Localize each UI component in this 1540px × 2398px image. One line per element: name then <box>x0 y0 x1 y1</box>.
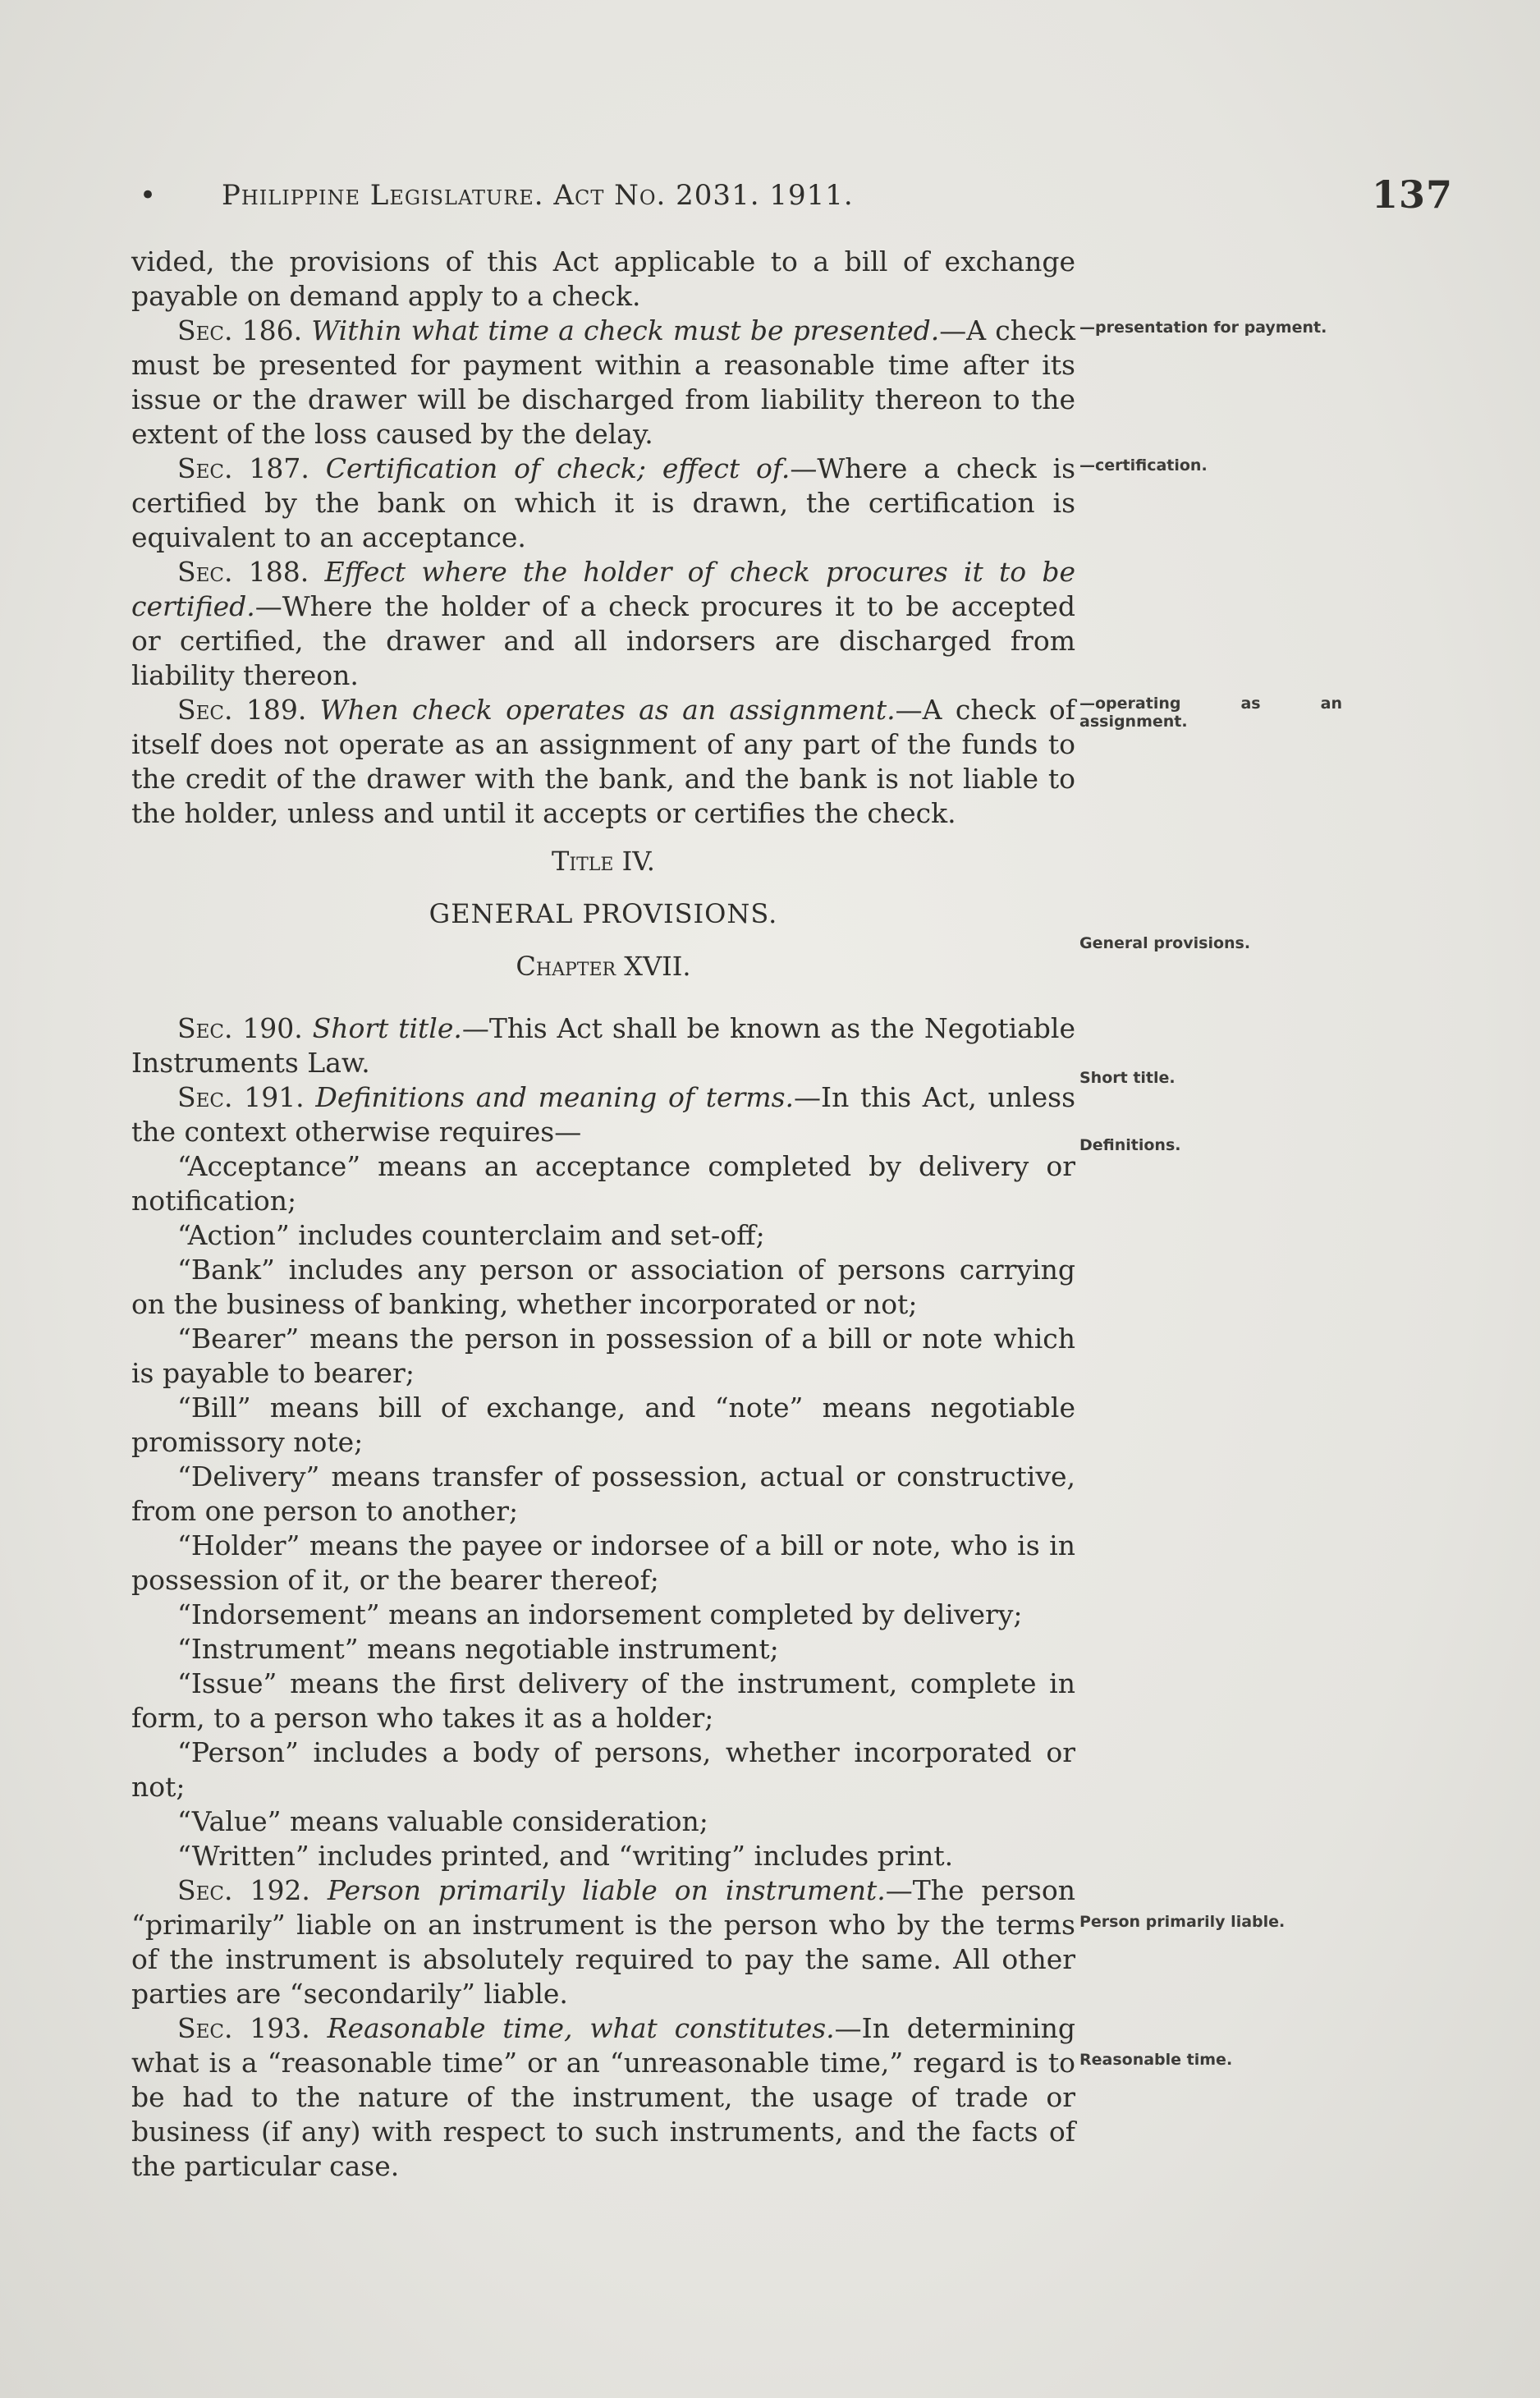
running-head <box>140 172 1453 222</box>
section-188 <box>131 555 1075 693</box>
title-heading: Title IV. <box>552 846 655 877</box>
definition-bank: “Bank” includes any person or association of persons carrying on the business of banking, whether incorporated or not; <box>131 1254 1075 1320</box>
running-head-title: Philippine Legislature. Act No. 2031. 1911. <box>222 179 854 212</box>
section-heading: Short title. <box>312 1012 462 1044</box>
section-heading: Definitions and meaning of terms. <box>315 1081 795 1113</box>
section-text: —Where the holder of a check procures it to be accepted or certified, the drawer and all indorsers are discharged from liability thereon. <box>131 590 1075 691</box>
section-text: —This Act shall be known as the Negotiable Instruments Law. <box>131 1012 1076 1079</box>
definition-acceptance: “Acceptance” means an acceptance completed by delivery or notification; <box>131 1150 1075 1217</box>
margin-note-certification: —certification. <box>1079 456 1208 475</box>
definition-issue: “Issue” means the first delivery of the instrument, complete in form, to a person who takes it as a holder; <box>131 1667 1075 1734</box>
section-186 <box>131 314 1075 452</box>
section-192 <box>131 1873 1075 2011</box>
definition-holder: “Holder” means the payee or indorsee of a bill or note, who is in possession of it, or the bearer thereof; <box>131 1529 1075 1596</box>
section-text: —In this Act, unless the context otherwise requires— <box>131 1081 1076 1148</box>
chapter-heading: Chapter XVII. <box>516 951 691 982</box>
definition-value: “Value” means valuable consideration; <box>177 1805 708 1837</box>
paragraph-text: vided, the provisions of this Act applicable to a bill of exchange payable on demand apply to a check. <box>131 245 1075 312</box>
section-number: Sec. 191. <box>177 1081 305 1113</box>
section-193 <box>131 2011 1075 2184</box>
definition-person: “Person” includes a body of persons, whether incorporated or not; <box>131 1736 1075 1803</box>
margin-note-person-primarily-liable: Person primarily liable. <box>1079 1913 1286 1931</box>
margin-note-definitions: Definitions. <box>1079 1136 1181 1154</box>
section-number: Sec. 187. <box>177 452 309 484</box>
section-heading: Effect where the holder of check procures it to be certified. <box>131 556 1075 622</box>
definition-written: “Written” includes printed, and “writing” includes print. <box>177 1840 954 1872</box>
section-text: —The person “primarily” liable on an instrument is the person who by the terms of the instrument is absolutely required to pay the same. All other parties are “secondarily” liable. <box>131 1874 1075 2010</box>
section-number: Sec. 193. <box>177 2012 310 2044</box>
general-provisions-heading: GENERAL PROVISIONS. <box>429 898 778 929</box>
definition-bill: “Bill” means bill of exchange, and “note” means negotiable promissory note; <box>131 1392 1075 1458</box>
margin-note-short-title: Short title. <box>1079 1069 1176 1087</box>
section-189 <box>131 693 1075 831</box>
definition-indorsement: “Indorsement” means an indorsement completed by delivery; <box>177 1598 1023 1630</box>
definition-delivery: “Delivery” means transfer of possession, actual or constructive, from one person to another; <box>131 1460 1075 1527</box>
definition-action: “Action” includes counterclaim and set-off; <box>177 1219 765 1251</box>
margin-note-general-provisions: General provisions. <box>1079 934 1251 952</box>
section-number: Sec. 188. <box>177 556 309 588</box>
section-heading: Person primarily liable on instrument. <box>327 1874 886 1906</box>
section-heading: Certification of check; effect of. <box>325 452 791 484</box>
section-number: Sec. 192. <box>177 1874 310 1906</box>
bullet-mark: • <box>140 179 158 212</box>
section-number: Sec. 186. <box>177 314 303 346</box>
page-number: 137 <box>1371 172 1453 217</box>
section-text: —In determining what is a “reasonable time” or an “unreasonable time,” regard is to be had to the nature of the instrument, the usage of trade or business (if any) with respect to such instruments, and the facts of the particular case. <box>131 2012 1076 2182</box>
margin-note-operating: —operating as an assignment. <box>1079 695 1342 731</box>
section-190 <box>131 1011 1075 1080</box>
section-heading: Within what time a check must be presented. <box>311 314 940 346</box>
paragraph-continuation <box>131 245 1075 314</box>
section-text: —Where a check is certified by the bank on which it is drawn, the certification is equivalent to an acceptance. <box>131 452 1076 553</box>
margin-note-presentation: —presentation for payment. <box>1079 319 1327 337</box>
section-191 <box>131 1080 1075 1149</box>
definition-bearer: “Bearer” means the person in possession of a bill or note which is payable to bearer; <box>131 1323 1075 1389</box>
main-text-column <box>131 245 1075 2184</box>
margin-note-reasonable-time: Reasonable time. <box>1079 2051 1233 2069</box>
section-heading: When check operates as an assignment. <box>319 694 896 726</box>
section-text: —A check of itself does not operate as an assignment of any part of the funds to the credit of the drawer with the bank, and the bank is not liable to the holder, unless and until it accepts or certifies the check. <box>131 694 1076 829</box>
section-number: Sec. 190. <box>177 1012 303 1044</box>
section-187 <box>131 452 1075 555</box>
section-text: —A check must be presented for payment within a reasonable time after its issue or the drawer will be discharged from liability thereon to the extent of the loss caused by the delay. <box>131 314 1075 450</box>
section-heading: Reasonable time, what constitutes. <box>327 2012 835 2044</box>
definition-instrument: “Instrument” means negotiable instrument; <box>177 1633 779 1665</box>
section-number: Sec. 189. <box>177 694 307 726</box>
